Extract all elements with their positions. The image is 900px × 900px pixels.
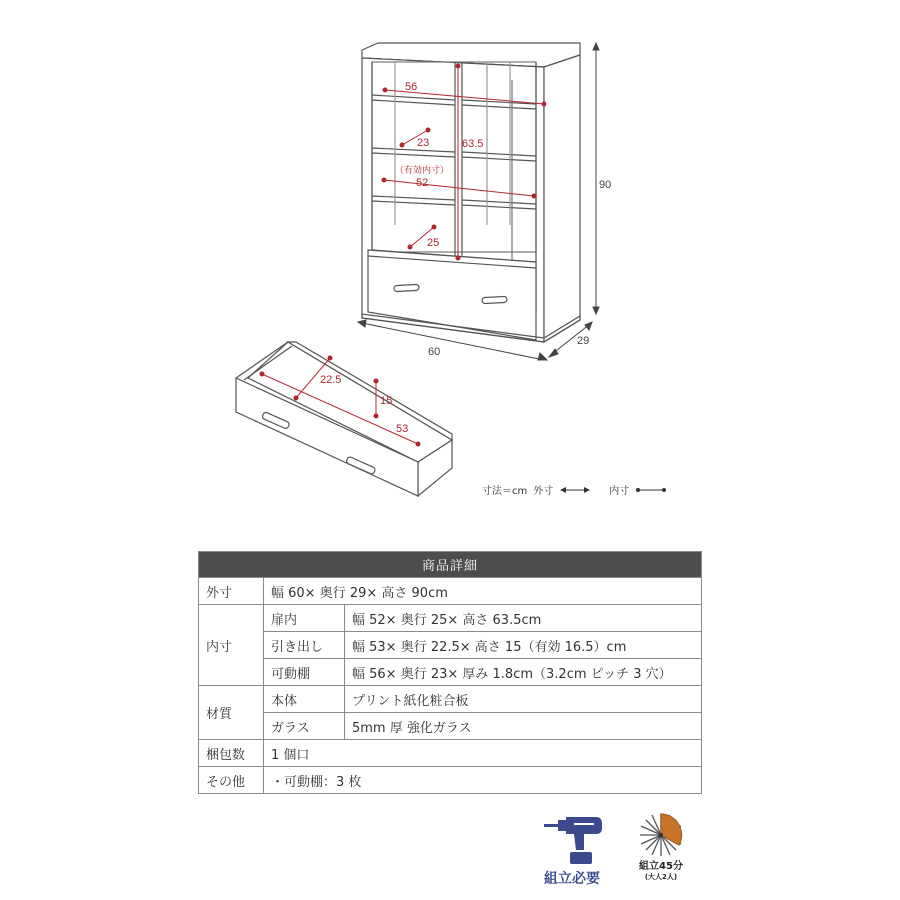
outer-dimension-label: 外寸 [199, 578, 264, 605]
drawer-depth-label: 22.5 [320, 374, 342, 386]
drawer-width-label: 53 [396, 423, 409, 435]
table-row [199, 740, 702, 767]
table-row [199, 713, 702, 740]
power-drill-icon [544, 814, 604, 866]
spec-table [198, 551, 702, 794]
table-row [199, 578, 702, 605]
door-inner-value: 幅 52× 奥行 25× 高さ 63.5cm [345, 605, 702, 632]
table-row [199, 686, 702, 713]
package-value: 1 個口 [264, 740, 702, 767]
inner-dimension-label: 内寸 [199, 605, 264, 686]
outer-arrow-icon [559, 485, 591, 495]
other-value: ・可動棚：3 枚 [264, 767, 702, 794]
package-label: 梱包数 [199, 740, 264, 767]
assembly-time-icon [638, 812, 684, 858]
cabinet-height-label: 90 [599, 179, 612, 191]
legend-outer-label: 外寸 [533, 486, 554, 497]
door-inner-label: 扉内 [264, 605, 345, 632]
inner-height-label: 63.5 [462, 138, 484, 150]
cabinet-drawing [362, 43, 580, 342]
legend-inner-label: 内寸 [609, 486, 630, 497]
cabinet-depth-label: 29 [577, 335, 590, 347]
inner-depth-label: 25 [427, 237, 440, 249]
table-row [199, 767, 702, 794]
shelf-inner-label: 可動棚 [264, 659, 345, 686]
shelf-inner-value: 幅 56× 奥行 23× 厚み 1.8cm（3.2cm ピッチ 3 穴） [345, 659, 702, 686]
effective-inner-label: （有効内寸） [395, 165, 450, 175]
body-material-value: プリント紙化粧合板 [345, 686, 702, 713]
glass-material-label: ガラス [264, 713, 345, 740]
cabinet-width-label: 60 [428, 346, 441, 358]
spec-table-title: 商品詳細 [199, 552, 702, 578]
drawer-inner-label: 引き出し [264, 632, 345, 659]
assembly-required-label: 組立必要 [544, 871, 600, 887]
table-row [199, 659, 702, 686]
assembly-time-text: 組立45分 [639, 861, 683, 872]
drawer-inner-value: 幅 53× 奥行 22.5× 高さ 15（有効 16.5）cm [345, 632, 702, 659]
body-material-label: 本体 [264, 686, 345, 713]
material-label: 材質 [199, 686, 264, 740]
outer-dimension-value: 幅 60× 奥行 29× 高さ 90cm [264, 578, 702, 605]
inner-arrow-icon [635, 485, 667, 495]
assembly-time-label [632, 862, 690, 882]
table-row [199, 605, 702, 632]
dimension-legend [482, 482, 667, 497]
other-label: その他 [199, 767, 264, 794]
legend-unit: 寸法＝cm [482, 486, 528, 497]
drawer-height-label: 15 [380, 395, 393, 407]
shelf-width-label: 56 [405, 81, 418, 93]
drawer-drawing [236, 342, 452, 496]
glass-material-value: 5mm 厚 強化ガラス [345, 713, 702, 740]
shelf-depth-label: 23 [417, 137, 430, 149]
assembly-people-text: (大人2人) [644, 873, 678, 881]
assembly-icons [530, 812, 710, 892]
inner-width-label: 52 [416, 177, 429, 189]
table-row [199, 632, 702, 659]
